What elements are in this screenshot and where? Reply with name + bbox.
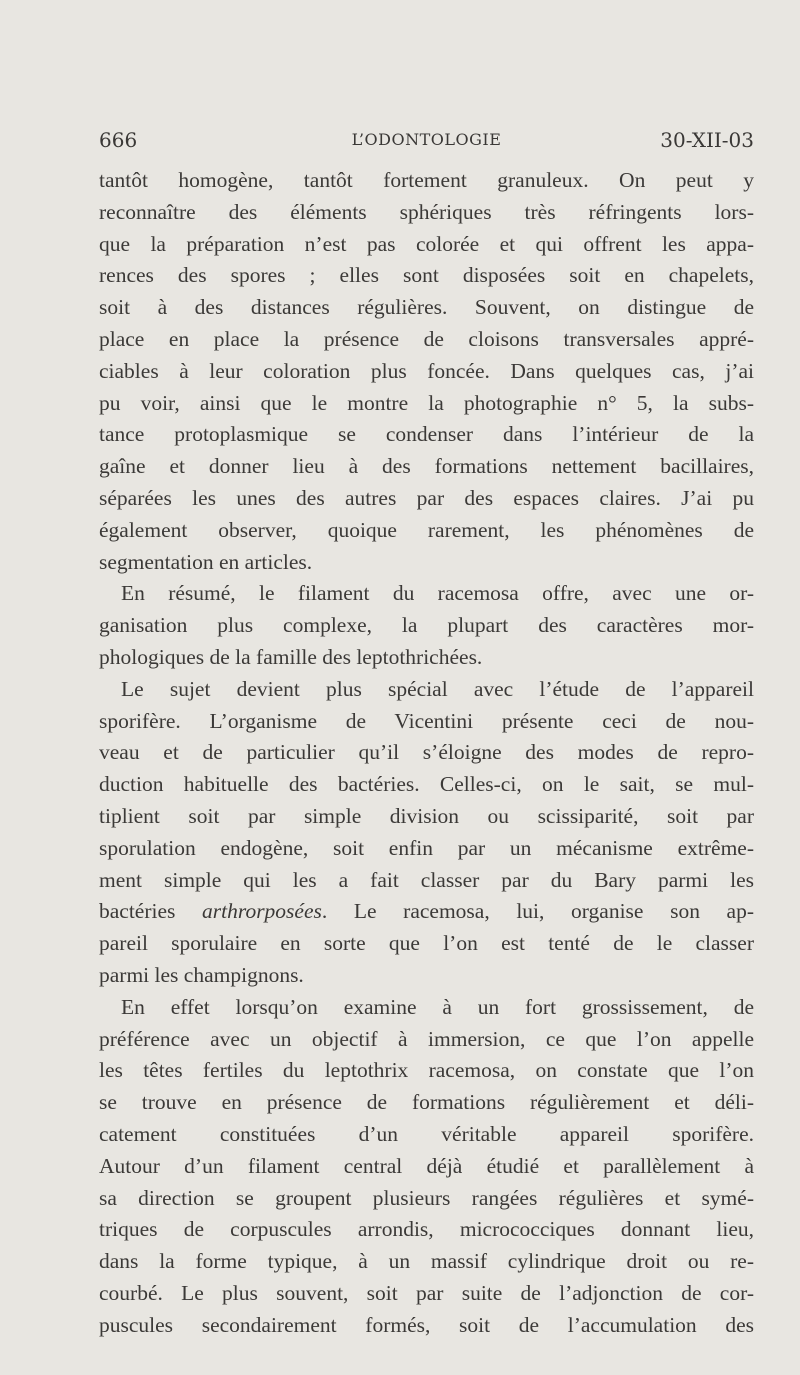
body-text xyxy=(99,165,754,1341)
text-line: triques de corpuscules arrondis, micrococciques donnant lieu, xyxy=(99,1217,754,1242)
text-line: ganisation plus complexe, la plupart des caractères mor- xyxy=(99,613,754,638)
text-line: sa direction se groupent plusieurs rangées régulières et symé- xyxy=(99,1185,754,1210)
text-line: ment simple qui les a fait classer par du Bary parmi les xyxy=(99,867,754,892)
text-line: catement constituées d’un véritable appareil sporifère. xyxy=(99,1121,754,1146)
text-line: dans la forme typique, à un massif cylindrique droit ou re- xyxy=(99,1249,754,1274)
running-header xyxy=(99,128,754,158)
text-line: tantôt homogène, tantôt fortement granuleux. On peut y xyxy=(99,168,754,192)
text-line: phologiques de la famille des leptothrichées. xyxy=(99,644,483,669)
text-line: gaîne et donner lieu à des formations nettement bacillaires, xyxy=(99,454,754,479)
paragraph-4 xyxy=(99,992,754,1342)
text-line: Le sujet devient plus spécial avec l’étude de l’appareil xyxy=(121,676,754,701)
text-line: préférence avec un objectif à immersion, ce que l’on appelle xyxy=(99,1026,754,1051)
text-line: En résumé, le filament du racemosa offre, avec une or- xyxy=(121,581,754,606)
text-line: ciables à leur coloration plus foncée. Dans quelques cas, j’ai xyxy=(99,358,754,383)
text-line: parmi les champignons. xyxy=(99,962,304,987)
text-line: duction habituelle des bactéries. Celles-ci, on le sait, se mul- xyxy=(99,772,754,797)
text-line: segmentation en articles. xyxy=(99,549,313,574)
text-line: tiplient soit par simple division ou scissiparité, soit par xyxy=(99,803,754,828)
paragraph-2 xyxy=(99,578,754,673)
text-line: pu voir, ainsi que le montre la photographie n° 5, la subs- xyxy=(99,390,754,415)
text-line: que la préparation n’est pas colorée et qui offrent les appa- xyxy=(99,231,754,256)
text-line: En effet lorsqu’on examine à un fort grossissement, de xyxy=(121,994,754,1019)
text-line: place en place la présence de cloisons transversales appré- xyxy=(99,326,754,351)
italic-term: arthrorposées xyxy=(202,899,322,924)
text-run: bactéries xyxy=(99,899,176,924)
text-line: reconnaître des éléments sphériques très réfringents lors- xyxy=(99,199,754,224)
text-line: puscules secondairement formés, soit de l’accumulation des xyxy=(99,1312,754,1337)
text-line: soit à des distances régulières. Souvent, on distingue de xyxy=(99,295,754,320)
text-run: . Le racemosa, lui, organise son ap- xyxy=(321,899,755,924)
text-line: séparées les unes des autres par des espaces claires. J’ai pu xyxy=(99,485,754,510)
running-title: L’ODONTOLOGIE xyxy=(351,130,502,149)
text-line-mixed xyxy=(99,896,754,928)
text-line: sporulation endogène, soit enfin par un mécanisme extrême- xyxy=(99,835,754,860)
text-line: tance protoplasmique se condenser dans l’intérieur de la xyxy=(99,422,754,447)
text-line: rences des spores ; elles sont disposées soit en chapelets, xyxy=(99,263,754,288)
issue-date: 30-XII-03 xyxy=(660,128,754,152)
text-line: courbé. Le plus souvent, soit par suite de l’adjonction de cor- xyxy=(99,1280,754,1305)
text-line: pareil sporulaire en sorte que l’on est tenté de le classer xyxy=(99,931,754,956)
page-number: 666 xyxy=(99,128,138,152)
paragraph-1 xyxy=(99,165,754,578)
text-line: se trouve en présence de formations régulièrement et déli- xyxy=(99,1090,754,1115)
text-line: Autour d’un filament central déjà étudié et parallèlement à xyxy=(99,1153,754,1178)
text-line: veau et de particulier qu’il s’éloigne des modes de repro- xyxy=(99,740,754,765)
text-line: également observer, quoique rarement, les phénomènes de xyxy=(99,517,754,542)
text-line: sporifère. L’organisme de Vicentini présente ceci de nou- xyxy=(99,708,754,733)
text-line: les têtes fertiles du leptothrix racemosa, on constate que l’on xyxy=(99,1058,754,1083)
paragraph-3 xyxy=(99,674,754,992)
